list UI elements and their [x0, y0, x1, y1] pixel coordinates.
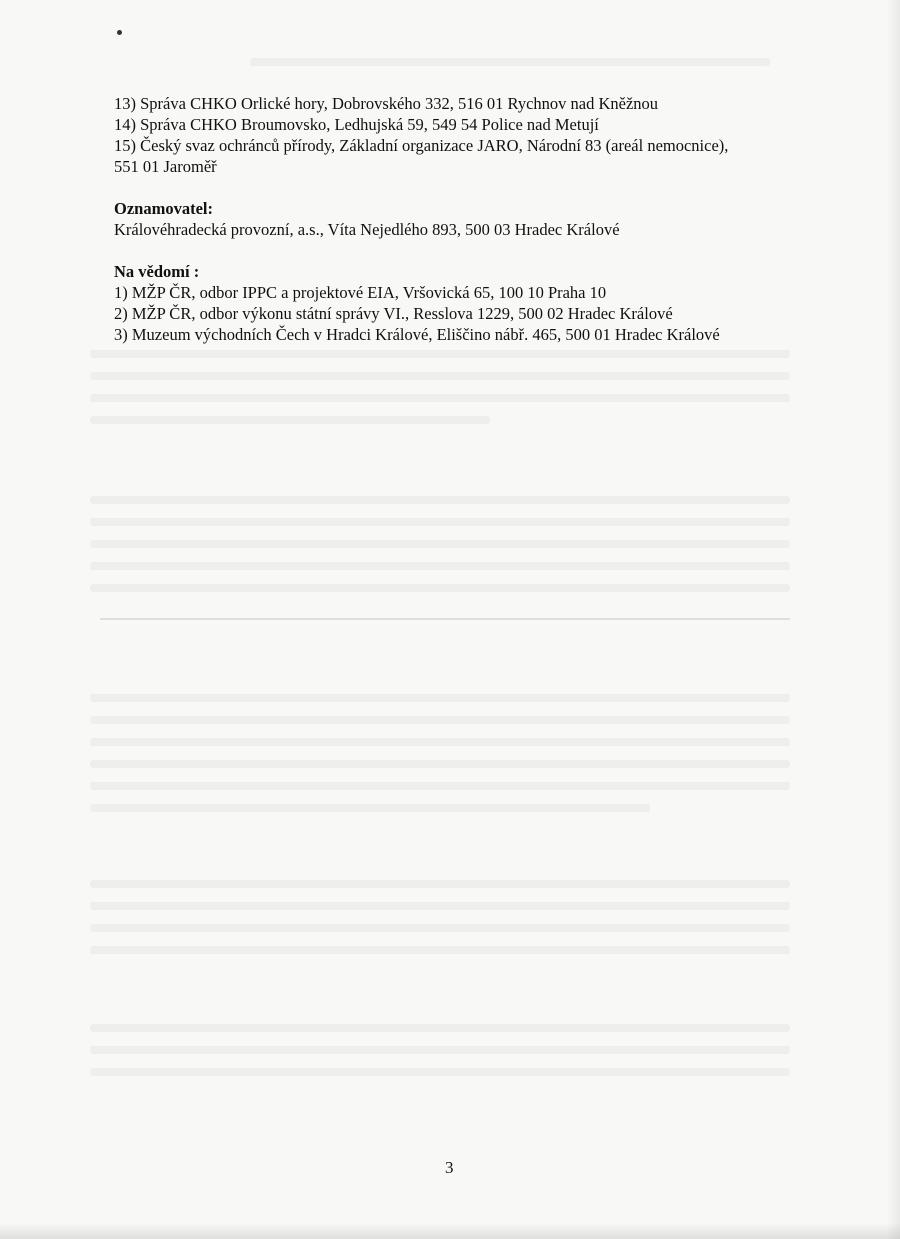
- show-through-artifact: [90, 902, 790, 910]
- show-through-artifact: [90, 1024, 790, 1032]
- show-through-artifact: [90, 540, 790, 548]
- document-body: [114, 93, 804, 345]
- scan-edge-shadow: [886, 0, 900, 1239]
- for-information-heading: Na vědomí :: [114, 262, 200, 281]
- show-through-artifact: [90, 880, 790, 888]
- notifier-text: Královéhradecká provozní, a.s., Víta Nejedlého 893, 500 03 Hradec Králové: [114, 220, 620, 239]
- show-through-artifact: [90, 496, 790, 504]
- show-through-artifact: [90, 694, 790, 702]
- recipient-line: 14) Správa CHKO Broumovsko, Ledhujská 59, 549 54 Police nad Metují: [114, 115, 599, 134]
- show-through-artifact: [90, 716, 790, 724]
- show-through-artifact: [90, 562, 790, 570]
- recipient-line: 551 01 Jaroměř: [114, 157, 217, 176]
- scan-edge-shadow: [0, 1223, 900, 1239]
- show-through-artifact: [90, 946, 790, 954]
- page-number: 3: [445, 1158, 454, 1177]
- show-through-artifact: [250, 58, 770, 66]
- show-through-artifact: [90, 584, 790, 592]
- spacer: [114, 177, 804, 198]
- show-through-artifact: [90, 924, 790, 932]
- show-through-artifact: [90, 738, 790, 746]
- spacer: [114, 240, 804, 261]
- show-through-artifact: [90, 804, 650, 812]
- for-information-item: 2) MŽP ČR, odbor výkonu státní správy VI., Resslova 1229, 500 02 Hradec Králové: [114, 304, 673, 323]
- show-through-artifact: [90, 518, 790, 526]
- show-through-artifact: [90, 1068, 790, 1076]
- show-through-artifact: [90, 350, 790, 358]
- for-information-item: 3) Muzeum východních Čech v Hradci Králové, Eliščino nábř. 465, 500 01 Hradec Králové: [114, 325, 720, 344]
- scan-speck: [117, 30, 122, 35]
- scan-fold-line: [100, 618, 790, 620]
- show-through-artifact: [90, 782, 790, 790]
- show-through-artifact: [90, 1046, 790, 1054]
- notifier-heading: Oznamovatel:: [114, 199, 213, 218]
- show-through-artifact: [90, 372, 790, 380]
- for-information-item: 1) MŽP ČR, odbor IPPC a projektové EIA, Vršovická 65, 100 10 Praha 10: [114, 283, 607, 302]
- recipient-line: 13) Správa CHKO Orlické hory, Dobrovského 332, 516 01 Rychnov nad Kněžnou: [114, 94, 659, 113]
- show-through-artifact: [90, 416, 490, 424]
- show-through-artifact: [90, 394, 790, 402]
- recipient-line: 15) Český svaz ochránců přírody, Základní organizace JARO, Národní 83 (areál nemocnice),: [114, 136, 729, 155]
- show-through-artifact: [90, 760, 790, 768]
